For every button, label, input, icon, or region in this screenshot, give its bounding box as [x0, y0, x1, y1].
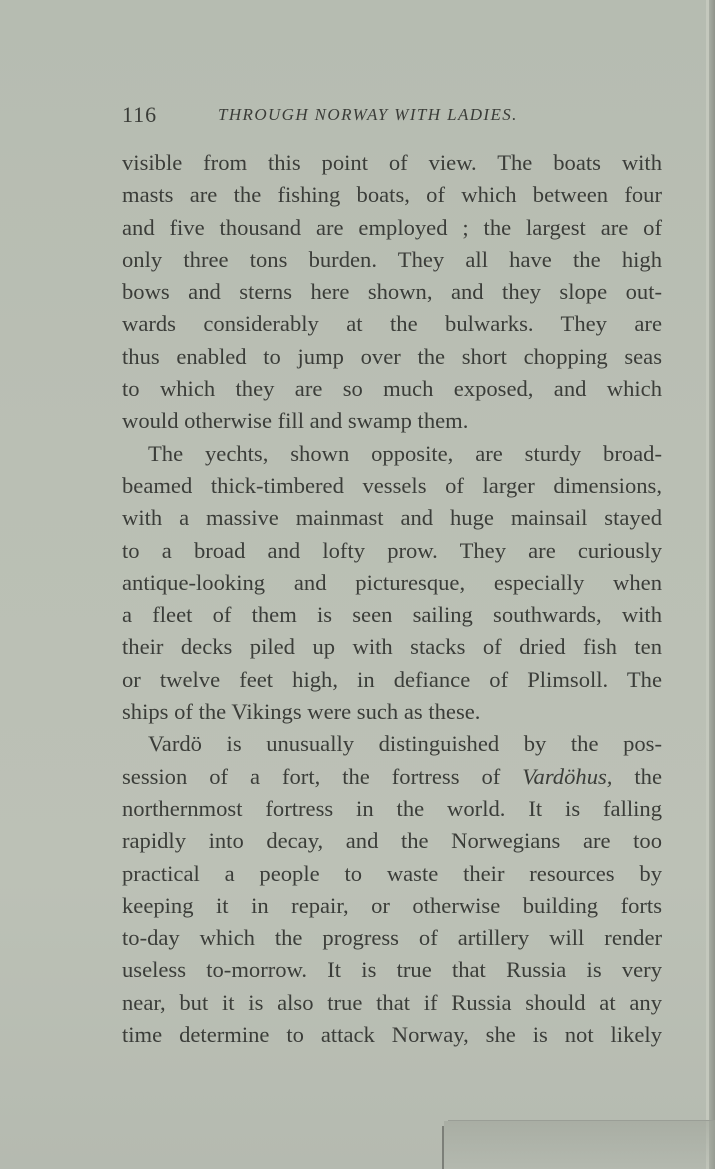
text-line: their decks piled up with stacks of dried fish ten [122, 634, 662, 660]
text-line: visible from this point of view. The boats with [122, 150, 662, 175]
text-segment: session of a fort, the fortress of [122, 763, 523, 789]
text-line: rapidly into decay, and the Norwegians are too [122, 828, 662, 854]
text-line: time determine to attack Norway, she is not likely [122, 1022, 662, 1048]
text-line: northernmost fortress in the world. It is falling [122, 795, 662, 821]
edge-line-horizontal [448, 1120, 715, 1121]
text-line: practical a people to waste their resources by [122, 860, 662, 886]
text-line: antique-looking and picturesque, especially when [122, 569, 662, 595]
text-line: with a massive mainmast and huge mainsail stayed [122, 505, 662, 531]
text-line: near, but it is also true that if Russia should at any [122, 989, 662, 1015]
page-number: 116 [122, 102, 158, 127]
running-title: THROUGH NORWAY WITH LADIES. [218, 105, 518, 124]
adjacent-page-edge [442, 1118, 715, 1169]
text-line: or twelve feet high, in defiance of Plimsoll. The [122, 666, 662, 692]
text-line: to which they are so much exposed, and which [122, 376, 662, 402]
text-line: wards considerably at the bulwarks. They are [122, 311, 662, 337]
text-line: ships of the Vikings were such as these. [122, 699, 481, 725]
text-line: would otherwise fill and swamp them. [122, 408, 469, 434]
text-line: only three tons burden. They all have the high [122, 246, 662, 272]
text-line: Vardö is unusually distinguished by the pos- [148, 731, 662, 757]
running-header [122, 100, 572, 130]
text-line: keeping it in repair, or otherwise building forts [122, 892, 662, 918]
page-edge [709, 0, 715, 1169]
text-line: bows and sterns here shown, and they slope out- [122, 279, 662, 305]
text-line: a fleet of them is seen sailing southwards, with [122, 602, 662, 628]
text-line: thus enabled to jump over the short chopping seas [122, 343, 662, 369]
text-line: and five thousand are employed ; the largest are of [122, 214, 662, 240]
edge-shadow [444, 1121, 715, 1169]
italic-place-name: Vardöhus, [522, 763, 613, 789]
text-line: to a broad and lofty prow. They are curiously [122, 537, 662, 563]
edge-line-vertical [442, 1126, 444, 1169]
text-line: masts are the fishing boats, of which between four [122, 182, 662, 208]
text-line: The yechts, shown opposite, are sturdy broad- [148, 440, 662, 466]
text-line: useless to-morrow. It is true that Russia is very [122, 957, 662, 983]
text-line: beamed thick-timbered vessels of larger dimensions, [122, 472, 662, 498]
text-line-with-italic [122, 761, 662, 793]
text-segment: the [612, 763, 662, 789]
text-line: to-day which the progress of artillery will render [122, 925, 662, 951]
body-text [122, 147, 662, 1051]
